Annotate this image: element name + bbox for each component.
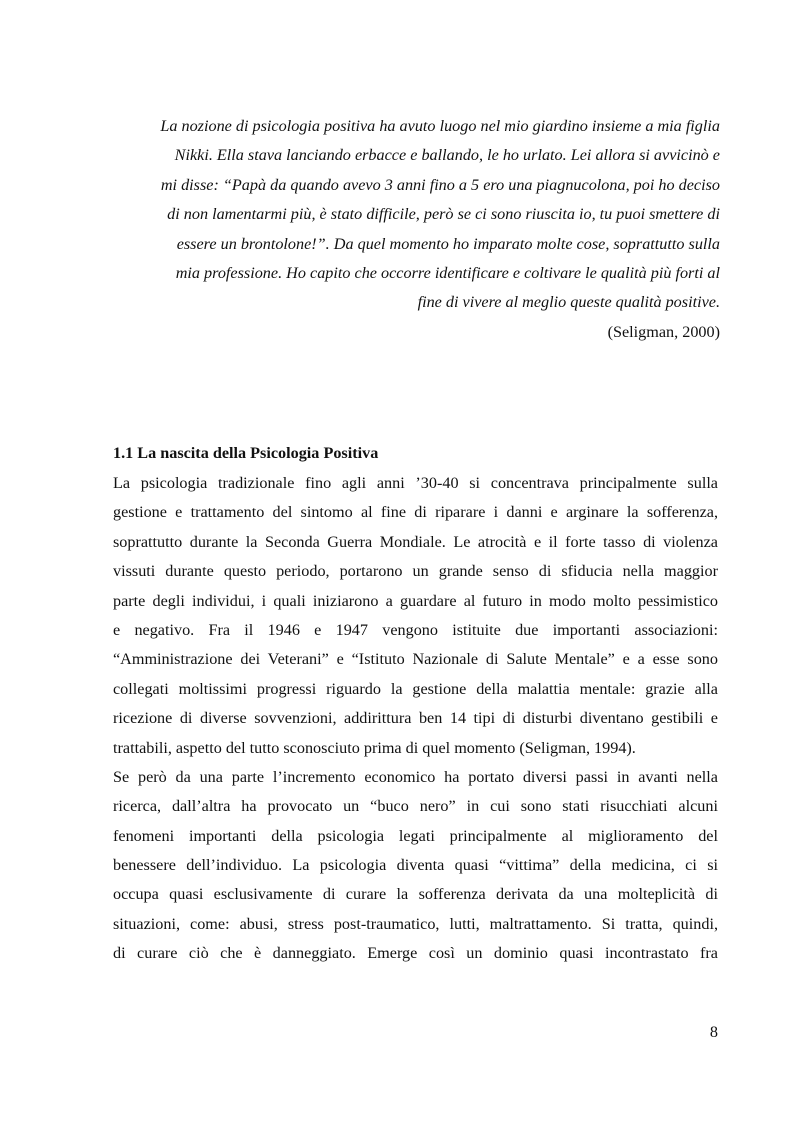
- body-line: parte degli individui, i quali iniziarono a guardare al futuro in modo molto pessimistico: [113, 591, 718, 610]
- quote-line: fine di vivere al meglio queste qualità positive.: [417, 293, 720, 312]
- quote-line: di non lamentarmi più, è stato difficile, però se ci sono riuscita io, tu puoi smettere di: [167, 205, 720, 224]
- body-line: Se però da una parte l’incremento economico ha portato diversi passi in avanti nella: [113, 767, 718, 786]
- body-line: fenomeni importanti della psicologia legati principalmente al miglioramento del: [113, 826, 718, 845]
- body-line: benessere dell’individuo. La psicologia diventa quasi “vittima” della medicina, ci si: [113, 856, 718, 875]
- body-line: La psicologia tradizionale fino agli anni ’30-40 si concentrava principalmente sulla: [113, 474, 718, 492]
- page-number: 8: [709, 1023, 718, 1041]
- body-line: collegati moltissimi progressi riguardo la gestione della malattia mentale: grazie alla: [113, 679, 718, 698]
- quote-line: La nozione di psicologia positiva ha avuto luogo nel mio giardino insieme a mia figlia: [160, 117, 720, 135]
- body-line: di curare ciò che è danneggiato. Emerge così un dominio quasi incontrastato fra: [113, 944, 718, 963]
- quote-citation: (Seligman, 2000): [607, 322, 720, 341]
- body-line: ricerca, dall’altra ha provocato un “buco nero” in cui sono stati risucchiati alcuni: [113, 797, 718, 816]
- body-line: occupa quasi esclusivamente di curare la sofferenza derivata da una molteplicità di: [113, 885, 718, 904]
- body-line: e negativo. Fra il 1946 e 1947 vengono istituite due importanti associazioni:: [113, 620, 718, 639]
- epigraph-quote: [112, 112, 720, 347]
- body-line: vissuti durante questo periodo, portarono un grande senso di sfiducia nella maggior: [113, 562, 718, 581]
- body-line: “Amministrazione dei Veterani” e “Istituto Nazionale di Salute Mentale” e a esse sono: [113, 650, 718, 669]
- body-line: situazioni, come: abusi, stress post-traumatico, lutti, maltrattamento. Si tratta, quindi,: [113, 914, 718, 933]
- section-heading: 1.1 La nascita della Psicologia Positiva: [113, 444, 379, 462]
- body-line: soprattutto durante la Seconda Guerra Mondiale. Le atrocità e il forte tasso di violenza: [113, 532, 718, 551]
- body-line: ricezione di diverse sovvenzioni, addirittura ben 14 tipi di disturbi diventano gestibili e: [113, 709, 718, 728]
- body-line: trattabili, aspetto del tutto sconosciuto prima di quel momento (Seligman, 1994).: [113, 738, 636, 757]
- section-body: [113, 469, 718, 969]
- quote-line: mi disse: “Papà da quando avevo 3 anni fino a 5 ero una piagnucolona, poi ho deciso: [160, 175, 720, 194]
- body-line: gestione e trattamento del sintomo al fine di riparare i danni e arginare la sofferenza,: [113, 503, 718, 522]
- quote-line: mia professione. Ho capito che occorre identificare e coltivare le qualità più forti al: [175, 263, 720, 282]
- quote-line: Nikki. Ella stava lanciando erbacce e ballando, le ho urlato. Lei allora si avvicinò e: [174, 146, 720, 165]
- quote-line: essere un brontolone!”. Da quel momento ho imparato molte cose, soprattutto sulla: [176, 234, 720, 253]
